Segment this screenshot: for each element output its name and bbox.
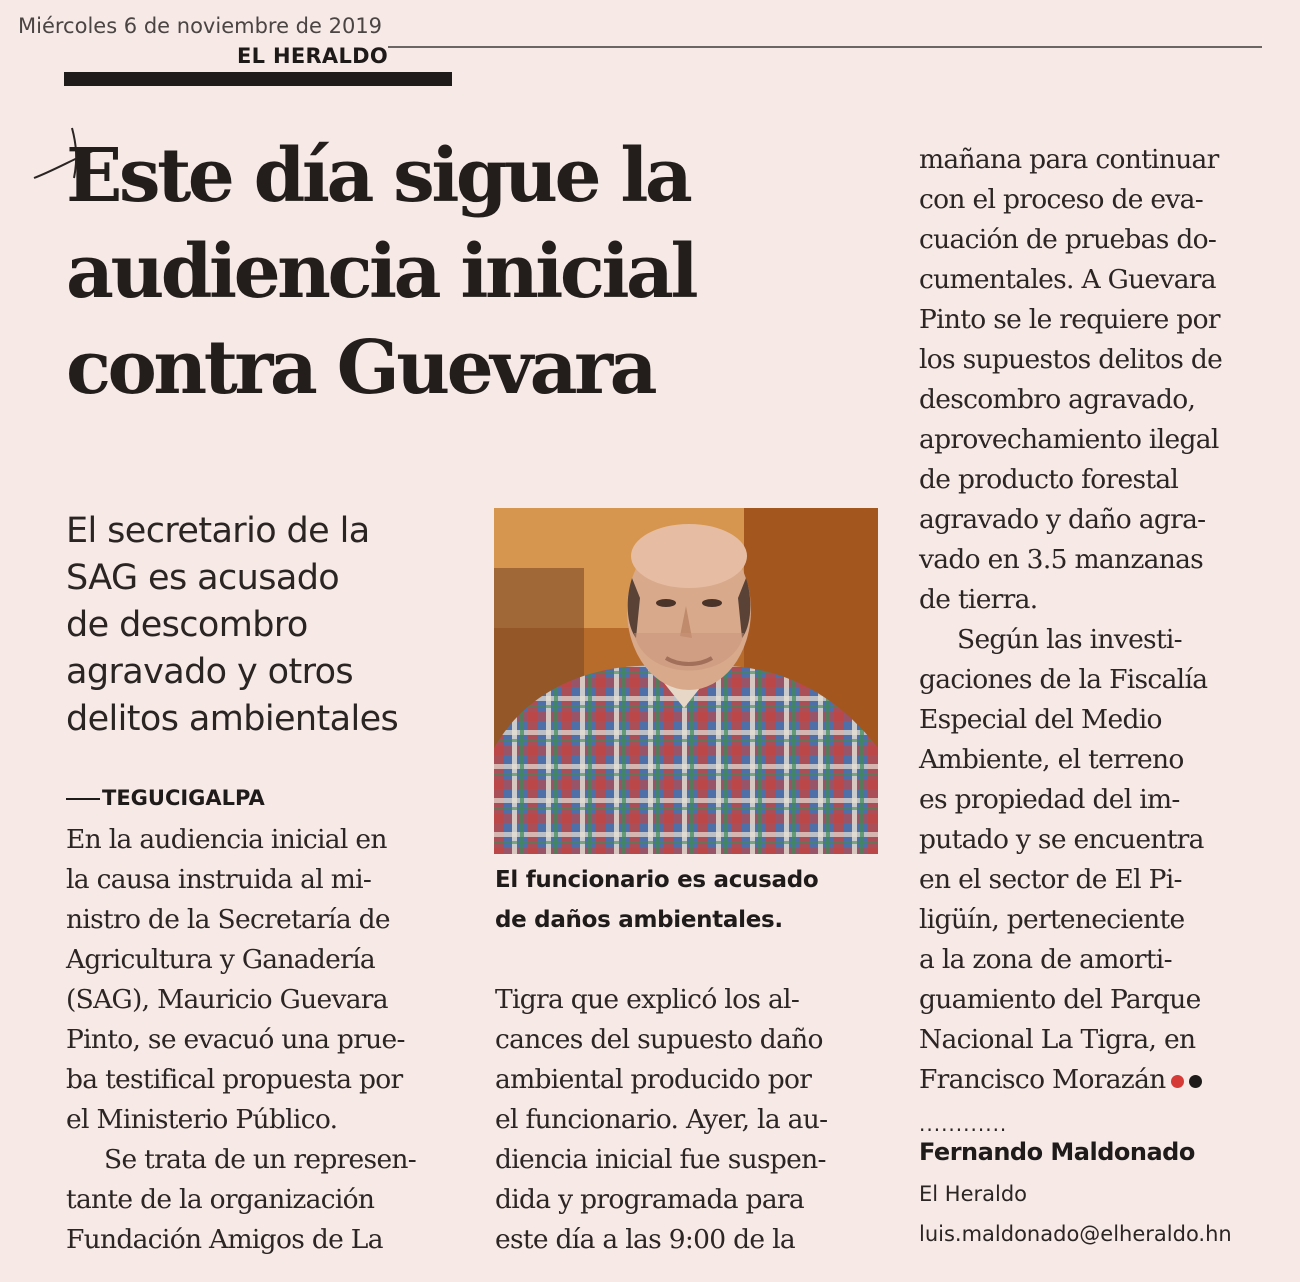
text-line: mañana para continuar (919, 144, 1219, 175)
text-line: Se trata de un represen- (104, 1144, 417, 1175)
end-mark-black-dot (1189, 1075, 1202, 1088)
text-line: Pinto, se evacuó una prue- (66, 1024, 405, 1055)
headline (66, 128, 826, 416)
portrait-illustration (494, 508, 878, 854)
text-line-text: Francisco Morazán (919, 1064, 1166, 1095)
text-line: cances del supuesto daño (495, 1024, 823, 1055)
text-line: En la audiencia inicial en (66, 824, 387, 855)
location-text: TEGUCIGALPA (102, 786, 265, 810)
byline-separator: ............ (919, 1112, 1008, 1136)
subheadline-line: agravado y otros (66, 652, 354, 692)
text-line: agravado y daño agra- (919, 504, 1206, 535)
text-line: nistro de la Secretaría de (66, 904, 390, 935)
byline-email: luis.maldonado@elheraldo.hn (919, 1222, 1232, 1246)
byline-outlet: El Heraldo (919, 1182, 1028, 1206)
subheadline-line: El secretario de la (66, 511, 370, 551)
article-photo (494, 508, 878, 854)
caption-line: El funcionario es acusado (495, 867, 819, 893)
text-line: el funcionario. Ayer, la au- (495, 1104, 828, 1135)
text-line: vado en 3.5 manzanas (919, 544, 1204, 575)
text-line: es propiedad del im- (919, 784, 1180, 815)
text-line: (SAG), Mauricio Guevara (66, 984, 388, 1015)
text-line: Ambiente, el terreno (919, 744, 1184, 775)
paragraph (919, 140, 1222, 620)
text-line-final (919, 1060, 1222, 1100)
text-line: Agricultura y Ganadería (66, 944, 375, 975)
text-line: ba testifical propuesta por (66, 1064, 403, 1095)
text-line: cuación de pruebas do- (919, 224, 1217, 255)
subheadline-line: delitos ambientales (66, 699, 399, 739)
text-line: con el proceso de eva- (919, 184, 1204, 215)
headline-line: contra Guevara (66, 325, 655, 411)
subheadline-line: SAG es acusado (66, 558, 340, 598)
text-line: gaciones de la Fiscalía (919, 664, 1208, 695)
paragraph (66, 820, 416, 1140)
text-line: guamiento del Parque (919, 984, 1201, 1015)
text-line: cumentales. A Guevara (919, 264, 1216, 295)
text-line: los supuestos delitos de (919, 344, 1223, 375)
headline-line: Este día sigue la (66, 133, 690, 219)
text-line: Fundación Amigos de La (66, 1224, 383, 1255)
text-line: ambiental producido por (495, 1064, 812, 1095)
text-line: ligüín, perteneciente (919, 904, 1185, 935)
text-line: en el sector de El Pi- (919, 864, 1182, 895)
headline-line: audiencia inicial (66, 229, 696, 315)
location-dash (66, 798, 100, 800)
text-line: Pinto se le requiere por (919, 304, 1220, 335)
text-line: de producto forestal (919, 464, 1179, 495)
subheadline-line: de descombro (66, 605, 308, 645)
end-mark-red-dot (1171, 1075, 1184, 1088)
section-bar (64, 72, 452, 86)
text-line: de tierra. (919, 584, 1038, 615)
text-line: Especial del Medio (919, 704, 1162, 735)
text-line: aprovechamiento ilegal (919, 424, 1219, 455)
header-rule (388, 46, 1262, 48)
text-line: este día a las 9:00 de la (495, 1224, 795, 1255)
issue-date: Miércoles 6 de noviembre de 2019 (18, 14, 383, 38)
paragraph (495, 980, 827, 1260)
text-line: diencia inicial fue suspen- (495, 1144, 826, 1175)
newspaper-name: EL HERALDO (237, 44, 389, 68)
text-line: dida y programada para (495, 1184, 804, 1215)
article-column-3 (919, 140, 1222, 1100)
article-column-1 (66, 820, 416, 1260)
caption-line: de daños ambientales. (495, 907, 783, 933)
text-line: Tigra que explicó los al- (495, 984, 800, 1015)
text-line: putado y se encuentra (919, 824, 1204, 855)
dateline-location (66, 786, 265, 810)
text-line: el Ministerio Público. (66, 1104, 338, 1135)
subheadline (66, 508, 476, 743)
text-line: a la zona de amorti- (919, 944, 1172, 975)
text-line: Según las investi- (957, 624, 1182, 655)
text-line: la causa instruida al mi- (66, 864, 372, 895)
paragraph (919, 620, 1222, 1100)
text-line: Nacional La Tigra, en (919, 1024, 1196, 1055)
paragraph (66, 1140, 416, 1260)
photo-caption (495, 860, 895, 940)
article-column-2 (495, 980, 827, 1260)
byline-author: Fernando Maldonado (919, 1138, 1195, 1166)
text-line: tante de la organización (66, 1184, 375, 1215)
text-line: descombro agravado, (919, 384, 1196, 415)
